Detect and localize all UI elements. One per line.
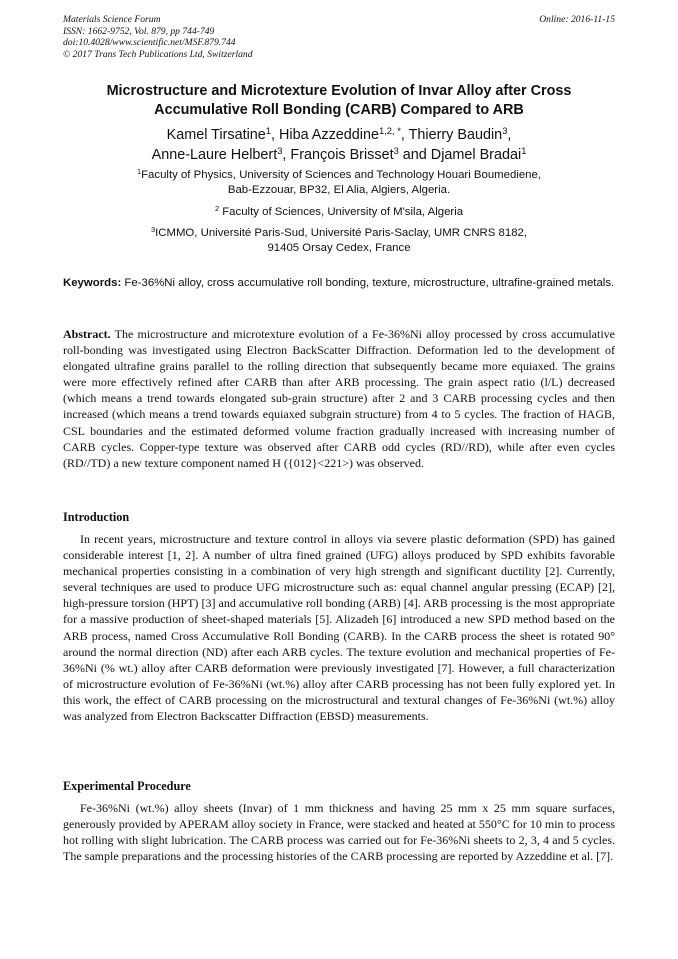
title-line-1: Microstructure and Microtexture Evolution of Invar Alloy after Cross (106, 83, 572, 99)
online-date: Online: 2016-11-15 (539, 14, 615, 25)
introduction-paragraph: In recent years, microstructure and texture control in alloys via severe plastic deformation (SPD) has gained considerable interest [1, 2]. A number of ultra fined grained (UFG) alloys produced by SPD exhibits favorable mechanical properties consisting in a combination of very high strength and significant ductility [2]. Currently, several techniques are used to produce UFG microstructure such as: equal channel angular pressing (ECAP) [2], high-pressure torsion (HPT) [3] and accumulative roll bonding (ARB) [4]. ARB processing is the most appropriate for a massive production of sheet-shaped materials [5]. Alizadeh [6] introduced a new SPD method based on the ARB process, named Cross Accumulative Roll Bonding (CARB). In the CARB process the sheet is rotated 90° around the normal direction (ND) after each ARB cycles. The texture evolution and mechanical properties of Fe-36%Ni (% wt.) alloy after CARB deformation were previously investigated [7]. However, a full characterization of microstructure evolution of Fe-36%Ni (wt.%) alloy after CARB processing has not been fully explored yet. In this work, the effect of CARB processing on the microstructural and textural changes of Fe-36%Ni (wt.%) alloy was analyzed from Electron Backscatter Diffraction (EBSD) measurements. (63, 532, 615, 724)
affiliation-3 (63, 226, 615, 255)
affiliation-number: 2 (214, 203, 220, 213)
journal-doi: doi:10.4028/www.scientific.net/MSF.879.744 (63, 37, 236, 49)
keywords-text: Fe-36%Ni alloy, cross accumulative roll bonding, texture, microstructure, ultrafine-grained metals. (121, 277, 615, 289)
section-heading-introduction: Introduction (63, 510, 130, 524)
author-separator: and (398, 146, 431, 163)
journal-info (63, 14, 463, 60)
author-separator: , (400, 127, 409, 143)
author-affil-mark: 1 (265, 125, 271, 136)
paper-title (63, 82, 615, 119)
section-heading-experimental: Experimental Procedure (63, 779, 191, 793)
affiliation-text: Faculty of Sciences, University of M'sila, Algeria (219, 206, 464, 218)
affiliation-number: 1 (136, 166, 142, 176)
author-name: François Brisset (290, 146, 394, 163)
author-affil-mark: 1 (521, 145, 527, 156)
author-separator: , (271, 127, 279, 143)
affiliation-2 (63, 205, 615, 220)
keywords (63, 276, 615, 291)
journal-name: Materials Science Forum (63, 14, 161, 25)
keywords-label: Keywords: (63, 277, 122, 289)
affiliation-number: 3 (150, 224, 156, 234)
affiliation-3-line-1 (63, 226, 615, 241)
author-affil-mark: 1,2, * (379, 125, 401, 136)
affiliation-text: Faculty of Physics, University of Sciences and Technology Houari Boumediene, (141, 169, 542, 181)
affiliation-1-line-1 (63, 168, 615, 183)
journal-copyright: © 2017 Trans Tech Publications Ltd, Switzerland (63, 48, 253, 60)
abstract-text: The microstructure and microtexture evolution of a Fe-36%Ni alloy processed by cross accumulative roll-bonding was investigated using Electron BackScatter Diffraction. Deformation led to the development of elongated ultrafine grains parallel to the rolling direction that subsequently became more equiaxed. The grains were more effectively refined after CARB than after ARB processing. The grain aspect ratio (l/L) decreased (which means a trend towards elongated sub-grain structure) after 2 and 3 CARB processing cycles and then increased (which means a trend towards equiaxed subgrain structure) from 4 to 5 cycles. The fraction of HAGB, CSL boundaries and the estimated deformed volume fraction gradually increased with increasing number of CARB cycles. Copper-type texture was observed after CARB odd cycles (RD//RD), while after even cycles (RD//TD) a new texture component named H ({012}<221>) was observed. (63, 327, 615, 470)
abstract (63, 326, 615, 471)
author-affil-mark: 3 (393, 145, 399, 156)
author-name: Thierry Baudin (408, 127, 503, 143)
author-line-2 (63, 146, 615, 166)
affiliation-1 (63, 168, 615, 197)
author-affil-mark: 3 (502, 125, 508, 136)
author-name: Djamel Bradai (430, 146, 522, 163)
author-separator: , (282, 146, 291, 163)
author-line-1 (63, 126, 615, 146)
affiliation-3-line-2: 91405 Orsay Cedex, France (267, 241, 411, 254)
affiliation-1-line-2: Bab-Ezzouar, BP32, El Alia, Algiers, Algeria. (227, 183, 451, 196)
author-name: Anne-Laure Helbert (151, 146, 278, 163)
author-separator: , (507, 127, 512, 143)
journal-issn: ISSN: 1662-9752, Vol. 879, pp 744-749 (63, 25, 215, 37)
author-affil-mark: 3 (277, 145, 283, 156)
abstract-label: Abstract. (63, 327, 111, 341)
author-list (63, 126, 615, 165)
author-name: Hiba Azzeddine (279, 127, 380, 143)
author-name: Kamel Tirsatine (166, 127, 266, 143)
title-line-2: Accumulative Roll Bonding (CARB) Compared to ARB (154, 101, 524, 118)
affiliation-2-line-1 (63, 205, 615, 220)
experimental-paragraph: Fe-36%Ni (wt.%) alloy sheets (Invar) of 1 mm thickness and having 25 mm x 25 mm square surfaces, generously provided by APERAM alloy society in France, were stacked and heated at 550°C for 10 min to process hot rolling with slight lubrication. The CARB process was carried out for Fe-36%Ni sheets to 2, 3, 4 and 5 cycles. The sample preparations and the processing histories of the CARB processing are reported by Azzeddine et al. [7]. (63, 801, 615, 864)
affiliation-text: ICMMO, Université Paris-Sud, Université Paris-Saclay, UMR CNRS 8182, (155, 227, 528, 239)
